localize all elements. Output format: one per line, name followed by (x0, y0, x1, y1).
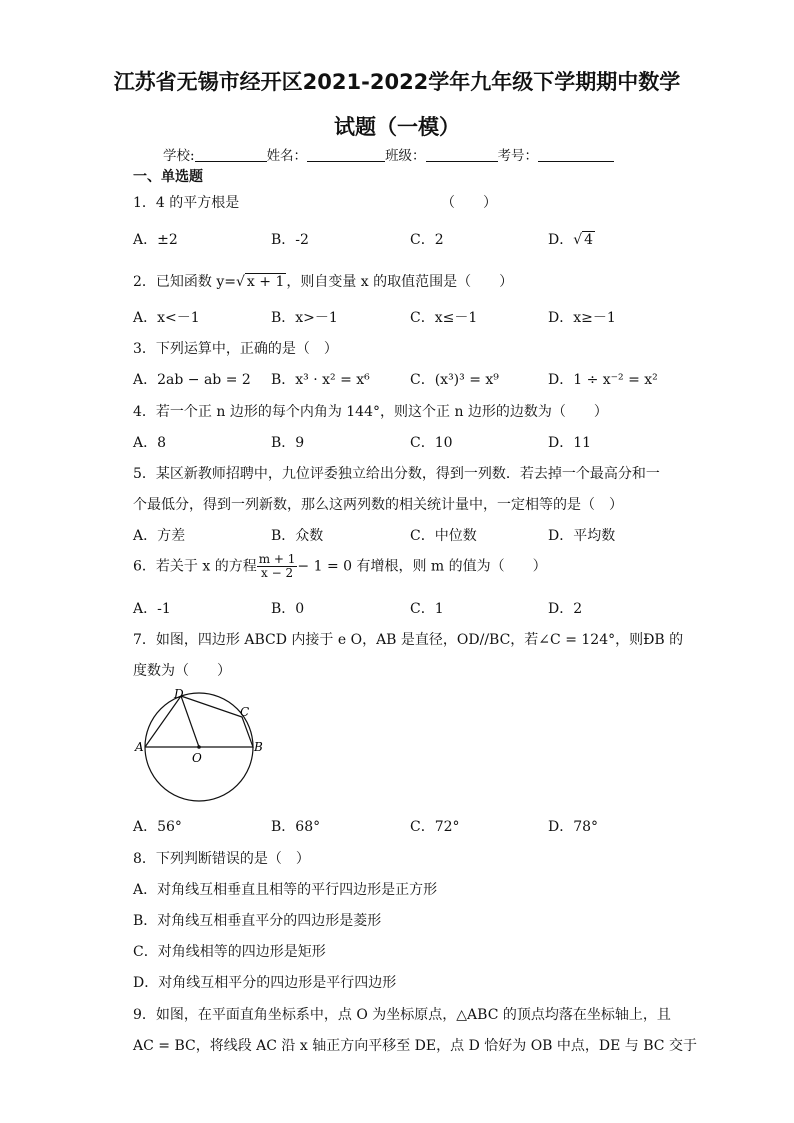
name-blank[interactable] (307, 147, 385, 162)
number-label: 考号： (497, 148, 539, 164)
label-c: C (240, 705, 250, 719)
q1-option-c: C．2 (410, 232, 444, 248)
label-o: O (192, 751, 202, 765)
q4-stem: 4．若一个正 n 边形的每个内角为 144°，则这个正 n 边形的边数为（ ） (133, 404, 608, 420)
q2-option-a: A．x<－1 (133, 310, 200, 326)
q5-option-a: A．方差 (133, 528, 186, 544)
student-info (163, 144, 614, 164)
q7-circle-figure (130, 685, 270, 805)
q5-stem-line2: 个最低分，得到一列新数，那么这两列数的相关统计量中，一定相等的是（ ） (133, 497, 623, 513)
q4-option-c: C．10 (410, 435, 453, 451)
q7-stem-line2: 度数为（ ） (133, 663, 231, 679)
exam-title-line1: 江苏省无锡市经开区2021-2022学年九年级下学期期中数学 (113, 70, 681, 94)
class-blank[interactable] (426, 147, 498, 162)
q6-option-d: D．2 (548, 601, 583, 617)
q1-paren: （ ） (441, 195, 497, 211)
school-blank[interactable] (195, 147, 267, 162)
q4-option-a: A．8 (133, 435, 167, 451)
q1-option-d: D．√ 4 (548, 232, 594, 248)
q6-stem: 6．若关于 x 的方程 $\frac{m + 1}{x - 2}$ − 1 = 0 有增根，则 m 的值为（ ） (133, 552, 547, 580)
q8-option-a: A．对角线互相垂直且相等的平行四边形是正方形 (133, 882, 438, 898)
q1-option-b: B．-2 (271, 232, 309, 248)
q7-stem-line1: 7．如图，四边形 ABCD 内接于 e O，AB 是直径，OD//BC，若∠C = 124°，则ÐB 的 (133, 632, 684, 648)
q1-option-a: A．±2 (133, 232, 178, 248)
q6-option-a: A．-1 (133, 601, 171, 617)
q3-option-c: C．(x³)³ = x⁹ (410, 372, 499, 388)
section-heading: 一、单选题 (133, 169, 203, 185)
q8-stem: 8．下列判断错误的是（ ） (133, 851, 310, 867)
label-d: D (174, 687, 184, 701)
q7-option-c: C．72° (410, 819, 460, 835)
name-label: 姓名： (266, 148, 308, 164)
q6-option-c: C．1 (410, 601, 444, 617)
q1-stem: 1．4 的平方根是 (133, 195, 240, 211)
school-label: 学校: (163, 148, 195, 164)
q5-option-b: B．众数 (271, 528, 324, 544)
q6-option-b: B．0 (271, 601, 305, 617)
number-blank[interactable] (538, 147, 614, 162)
q8-option-b: B．对角线互相垂直平分的四边形是菱形 (133, 913, 382, 929)
q2-option-c: C．x≤－1 (410, 310, 478, 326)
q2-option-d: D．x≥－1 (548, 310, 616, 326)
segment-od (181, 696, 199, 747)
q9-stem-line1: 9．如图，在平面直角坐标系中，点 O 为坐标原点，△ABC 的顶点均落在坐标轴上，且 (133, 1007, 671, 1023)
q7-option-b: B．68° (271, 819, 321, 835)
q8-option-d: D．对角线互相平分的四边形是平行四边形 (133, 975, 397, 991)
q7-option-d: D．78° (548, 819, 599, 835)
quadrilateral-abcd (145, 696, 253, 747)
q3-stem: 3．下列运算中，正确的是（ ） (133, 341, 338, 357)
q5-option-c: C．中位数 (410, 528, 477, 544)
center-point-o (197, 745, 201, 749)
q7-option-a: A．56° (133, 819, 182, 835)
q8-option-c: C．对角线相等的四边形是矩形 (133, 944, 326, 960)
q9-stem-line2: AC = BC，将线段 AC 沿 x 轴正方向平移至 DE，点 D 恰好为 OB 中点，DE 与 BC 交于 (133, 1038, 697, 1054)
q2-option-b: B．x>－1 (271, 310, 338, 326)
exam-title-line2: 试题（一模） (334, 115, 460, 139)
label-a: A (135, 740, 144, 754)
q4-option-b: B．9 (271, 435, 305, 451)
q2-stem: 2．已知函数 y=√ x + 1 ，则自变量 x 的取值范围是（ ） (133, 274, 514, 290)
q3-option-b: B．x³ · x² = x⁶ (271, 372, 370, 388)
class-label: 班级： (385, 148, 426, 164)
q5-stem-line1: 5．某区新教师招聘中，九位评委独立给出分数，得到一列数．若去掉一个最高分和一 (133, 466, 660, 482)
q3-option-d: D．1 ÷ x⁻² = x² (548, 372, 658, 388)
q3-option-a: A．2ab − ab = 2 (133, 372, 251, 388)
q4-option-d: D．11 (548, 435, 592, 451)
q5-option-d: D．平均数 (548, 528, 616, 544)
label-b: B (254, 740, 263, 754)
q6-fraction: $\frac{m + 1}{x - 2}$ (258, 552, 296, 580)
